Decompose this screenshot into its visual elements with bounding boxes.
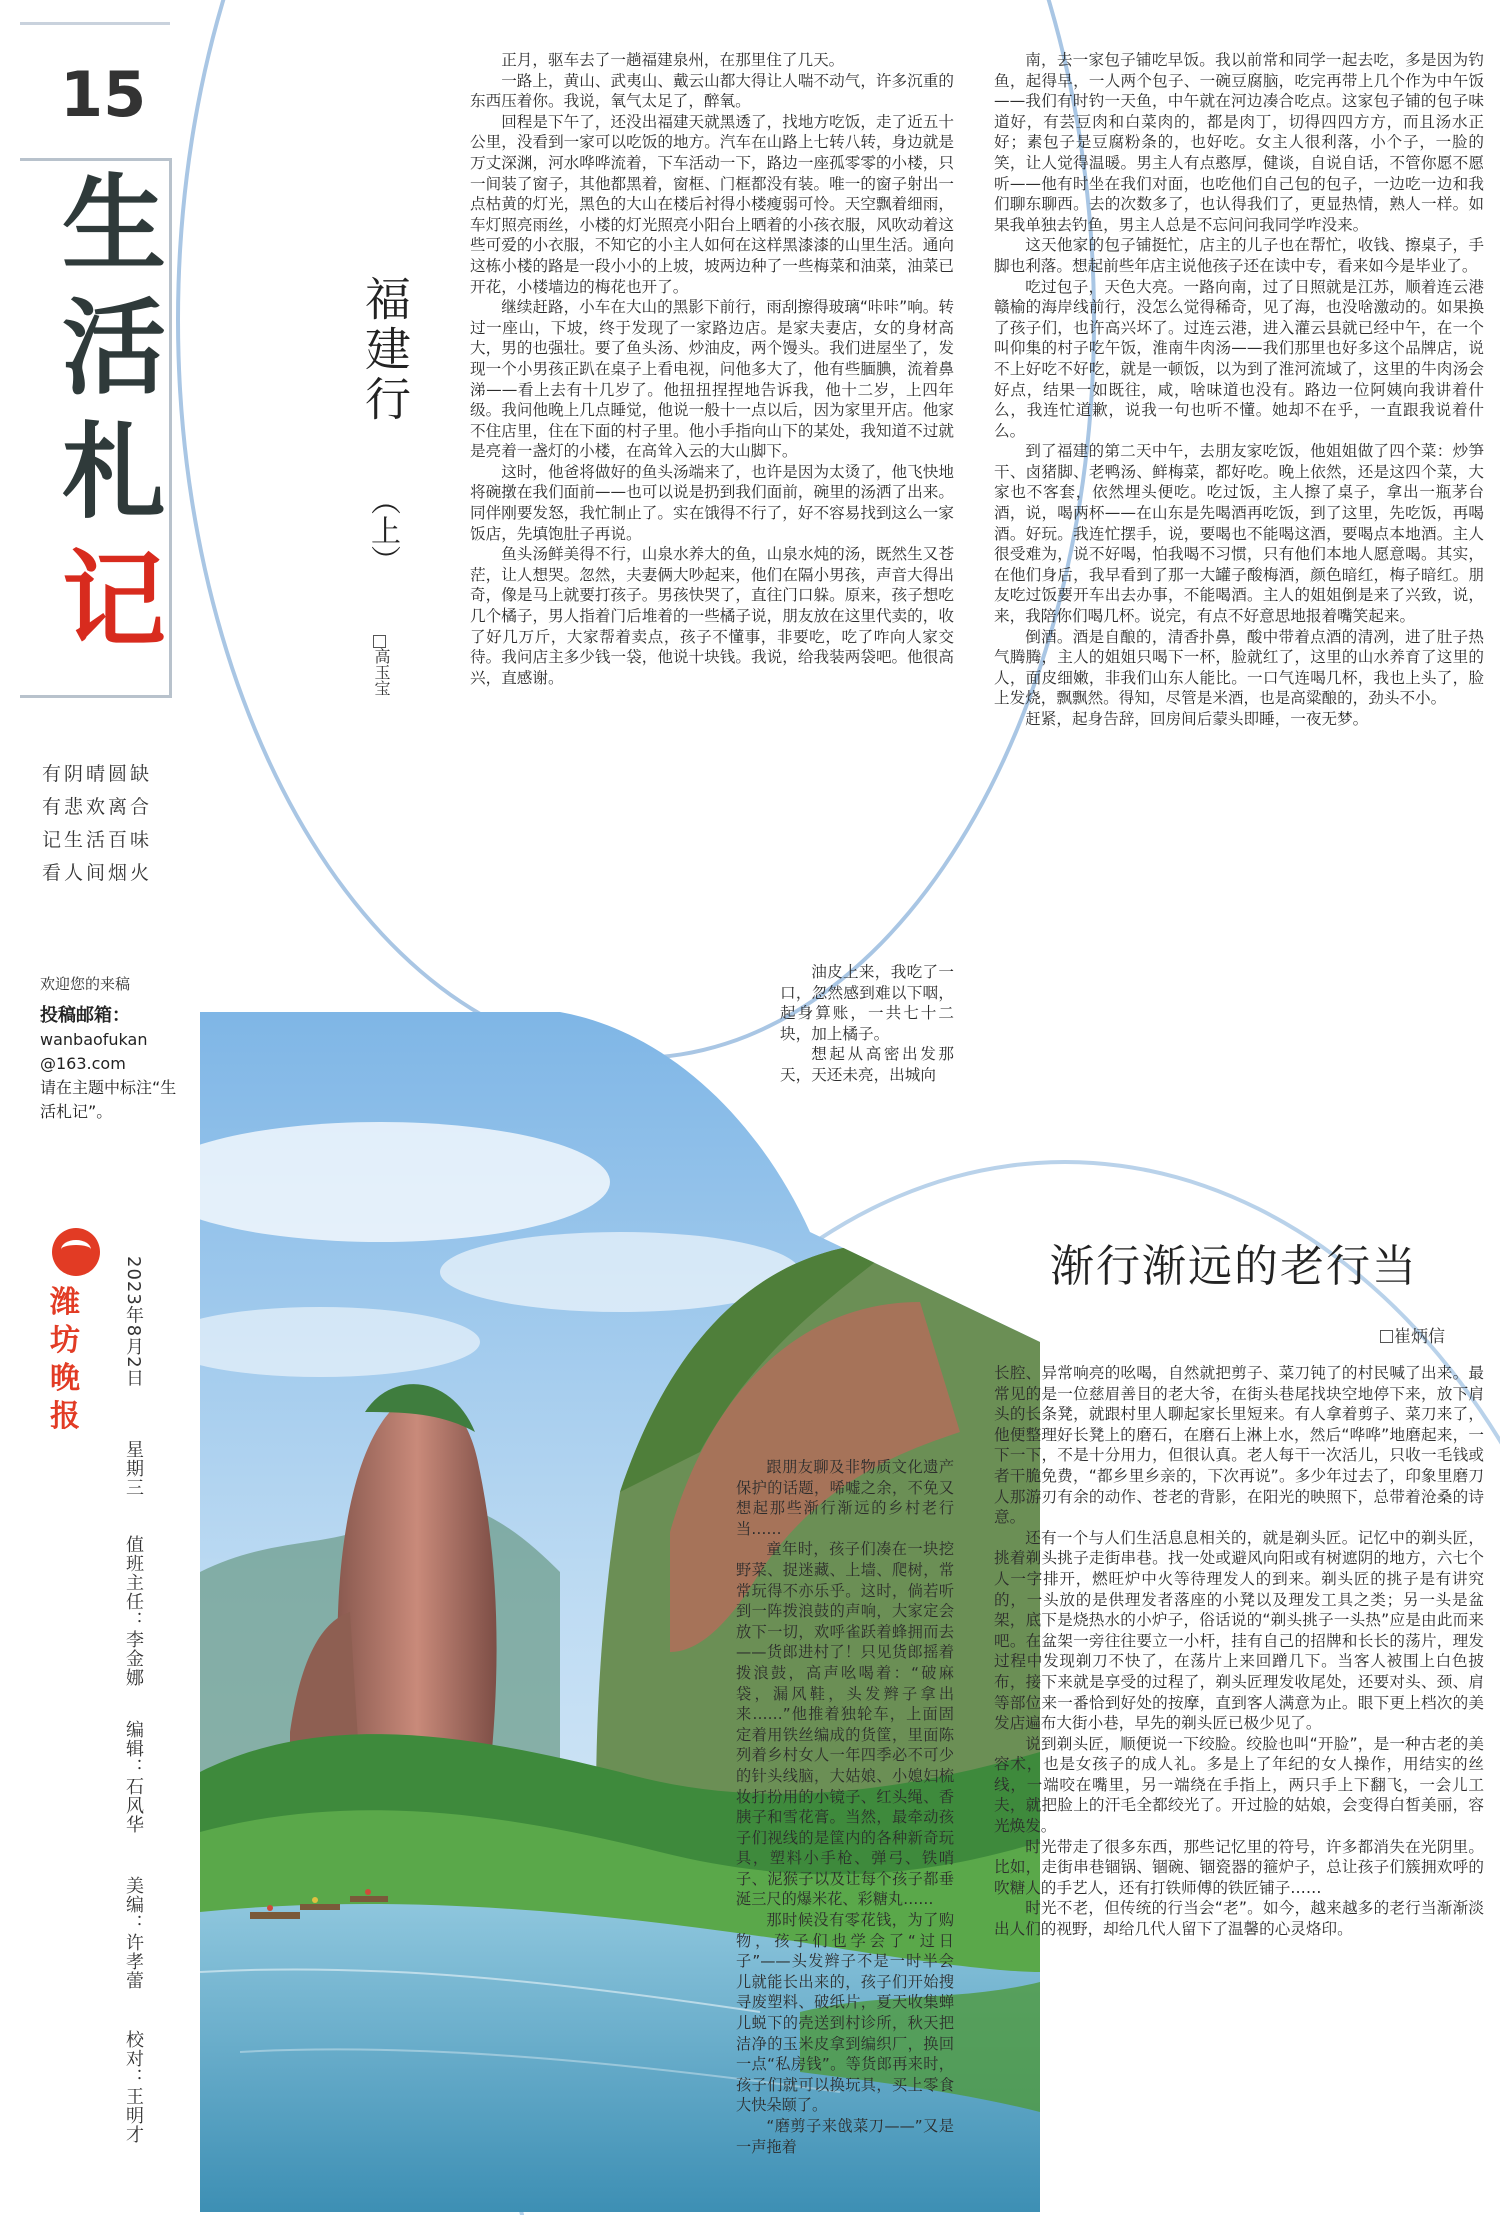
credit-editor: 编辑：石风华 (123, 1720, 144, 1834)
motto-line: 有悲欢离合 (42, 796, 153, 818)
submission-info (40, 972, 178, 1124)
section-title-char-3: 札 (62, 410, 167, 533)
submission-email-line2: @163.com (40, 1054, 126, 1073)
submission-label: 投稿邮箱： (40, 1005, 130, 1026)
submission-email-line1: wanbaofukan (40, 1030, 148, 1049)
article-paragraph: 南，去一家包子铺吃早饭。我以前常和同学一起去吃，多是因为钓鱼，起得早，一人两个包子、一碗豆腐脑，吃完再带上几个作为中午饭——我们有时钓一天鱼，中午就在河边凑合吃点。这家包子铺的包子味道好，有芸豆肉和白菜肉的，都是肉丁，切得四四方方，而且汤水正好；素包子是豆腐粉条的，也好吃。女主人很利落，小个子，一脸的笑，让人觉得温暖。男主人有点憨厚，健谈，自说自话，不管你愿不愿听——他有时坐在我们对面，也吃他们自己包的包子，一边吃一边和我们聊东聊西。去的次数多了，也认得我们了，更显热情，熟人一样。如果我单独去钓鱼，男主人总是不忘问问我同学咋没来。 (994, 51, 1484, 234)
article-paragraph: 那时候没有零花钱，为了购物，孩子们也学会了“过日子”——头发辫子不是一时半会儿就能长出来的，孩子们开始搜寻废塑料、破纸片，夏天收集蝉儿蜕下的壳送到村诊所，秋天把洁净的玉米皮拿到编织厂，换回一点“私房钱”。等货郎再来时，孩子们就可以换玩具，买上零食大快朵颐了。 (736, 1911, 954, 2115)
article-paragraph: “磨剪子来戗菜刀——”又是一声拖着 (736, 2117, 954, 2156)
article-paragraph: 赶紧，起身告辞，回房间后蒙头即睡，一夜无梦。 (1025, 710, 1369, 728)
article-paragraph: 童年时，孩子们凑在一块挖野菜、捉迷藏、上墙、爬树，常常玩得不亦乐乎。这时，倘若听到一阵拨浪鼓的声响，大家定会放下一切，欢呼雀跃着蜂拥而去——货郎进村了！只见货郎摇着拨浪鼓，高声吆喝着：“破麻袋，漏风鞋，头发辫子拿出来……”他推着独轮车，上面固定着用铁丝编成的货筐，里面陈列着乡村女人一年四季必不可少的针头线脑，大姑娘、小媳妇梳妆打扮用的小镜子、红头绳、香胰子和雪花膏。当然，最牵动孩子们视线的是筐内的各种新奇玩具，塑料小手枪、弹弓、铁哨子、泥猴子以及让每个孩子都垂涎三尺的爆米花、彩糖丸…… (736, 1540, 954, 1909)
article-paragraph: 油皮上来，我吃了一口，忽然感到难以下咽，起身算账，一共七十二块，加上橘子。 (780, 963, 954, 1043)
newspaper-name: 潍坊晚报 (50, 1285, 80, 1434)
issue-weekday: 星期三 (123, 1440, 144, 1497)
credit-art: 美编：许孝蕾 (123, 1876, 144, 1990)
article1-subtitle: （上） (365, 485, 400, 575)
article-paragraph: 这天他家的包子铺挺忙，店主的儿子也在帮忙，收钱、擦桌子，手脚也利落。想起前些年店主说他孩子还在读中专，看来如今是毕业了。 (994, 236, 1484, 275)
article-paragraph: 时光不老，但传统的行当会“老”。如今，越来越多的老行当渐渐淡出人们的视野，却给几代人留下了温馨的心灵烙印。 (994, 1899, 1484, 1939)
article-paragraph: 鱼头汤鲜美得不行，山泉水养大的鱼，山泉水炖的汤，既然生又苍茫，让人想哭。忽然，夫妻俩大吵起来，他们在隔小男孩，声音大得出奇，像是马上就要打孩子。男孩快哭了，直往门口躲。原来，孩子想吃几个橘子，男人指着门后堆着的一些橘子说，朋友放在这里代卖的，收了好几万斤，大家帮着卖点，孩子不懂事，非要吃，吃了咋向人家交待。我问店主多少钱一袋，他说十块钱。我说，给我装两袋吧。他很高兴，直感谢。 (470, 545, 954, 687)
article-paragraph: 吃过包子，天色大亮。一路向南，过了日照就是江苏，顺着连云港赣榆的海岸线前行，没怎么觉得稀奇，见了海，也没啥激动的。如果换了孩子们，也许高兴坏了。过连云港，进入灌云县就已经中午，在一个叫仰集的村子吃午饭，淮南牛肉汤——我们那里也好多这个品牌店，说不上好吃不好吃，就是一顿饭，以为到了淮河流域了，这里的牛肉汤会好点，结果一如既往，咸，啥味道也没有。路边一位阿姨向我讲着什么，我连忙道歉，说我一句也听不懂。她却不在乎，一直跟我说着什么。 (994, 277, 1484, 440)
section-title-char-4: 记 (62, 538, 167, 661)
article1-column-1-tail (780, 962, 954, 1086)
top-rule (20, 22, 170, 25)
section-title-char-2: 活 (62, 286, 167, 409)
motto-line: 看人间烟火 (42, 862, 153, 884)
issue-date: 2023年8月2日 (123, 1256, 144, 1388)
motto-line: 有阴晴圆缺 (42, 763, 153, 785)
article-paragraph: 时光带走了很多东西，那些记忆里的符号，许多都消失在光阴里。比如，走街串巷锢锅、锢碗、锢瓷器的箍炉子，总让孩子们簇拥欢呼的吹糖人的手艺人，还有打铁师傅的铁匠铺子…… (994, 1837, 1484, 1897)
article1-byline: 高玉宝 (370, 635, 393, 735)
article-paragraph: 一路上，黄山、武夷山、戴云山都大得让人喘不动气，许多沉重的东西压着你。我说，氧气太足了，醉氧。 (470, 71, 954, 111)
article-paragraph: 倒酒。酒是自酿的，清香扑鼻，酸中带着点酒的清冽，进了肚子热气腾腾，主人的姐姐只喝下一杯，脸就红了，这里的山水养育了这里的人，面皮细嫩，非我们山东人能比。一口气连喝几杯，我也上头了，脸上发烧，飘飘然。得知，尽管是米酒，也是高粱酿的，劲头不小。 (994, 627, 1484, 708)
article2-column-2 (994, 1363, 1484, 1940)
article-paragraph: 想起从高密出发那天，天还未亮，出城向 (780, 1045, 954, 1084)
article1-title: 福建行 (358, 275, 412, 425)
submission-title: 欢迎您的来稿 (40, 975, 131, 993)
article-paragraph: 这时，他爸将做好的鱼头汤端来了，也许是因为太烫了，他飞快地将碗撴在我们面前——也可以说是扔到我们面前，碗里的汤洒了出来。同伴刚要发怒，我忙制止了。实在饿得不行了，好不容易找到这么一家饭店，先填饱肚子再说。 (470, 462, 954, 543)
article2-title: 渐行渐远的老行当 (1050, 1241, 1418, 1292)
credit-duty: 值班主任：李金娜 (123, 1535, 144, 1687)
byline-box-icon (1380, 1330, 1393, 1343)
article-paragraph: 正月，驱车去了一趟福建泉州，在那里住了几天。 (501, 51, 845, 69)
submission-note: 请在主题中标注“生活札记”。 (40, 1078, 177, 1121)
article-paragraph: 还有一个与人们生活息息相关的，就是剃头匠。记忆中的剃头匠，挑着剃头挑子走街串巷。找一处或避风向阳或有树遮阴的地方，六七个人一字排开，燃旺炉中火等待理发人的到来。剃头匠的挑子是有讲究的，一头放的是供理发者落座的小凳以及理发工具之类；另一头是盆架，底下是烧热水的小炉子，俗话说的“剃头挑子一头热”应是由此而来吧。在盆架一旁往往要立一小杆，挂有自己的招牌和长长的荡片，理发过程中发现剃刀不快了，在荡片上来回蹭几下。当客人被围上白色披布，接下来就是享受的过程了，剃头匠理发收尾处，还要对头、颈、肩等部位来一番恰到好处的按摩，直到客人满意为止。眼下更上档次的美发店遍布大街小巷，早先的剃头匠已极少见了。 (994, 1528, 1484, 1733)
page-number: 15 (60, 58, 147, 131)
article1-column-1 (470, 50, 954, 688)
article1-column-2 (994, 50, 1484, 730)
byline-box-icon (373, 635, 386, 648)
section-motto (42, 758, 172, 890)
article2-byline: 崔炳信 (1380, 1322, 1445, 1347)
article-paragraph: 跟朋友聊及非物质文化遗产保护的话题，唏嘘之余，不免又想起那些渐行渐远的乡村老行当…… (736, 1458, 954, 1538)
newspaper-logo-icon (52, 1228, 100, 1276)
article-paragraph: 长腔、异常响亮的吆喝，自然就把剪子、菜刀钝了的村民喊了出来。最常见的是一位慈眉善目的老大爷，在街头巷尾找块空地停下来，放下肩头的长条凳，就跟村里人聊起家长里短来。有人拿着剪子、菜刀来了，他便整理好长凳上的磨石，在磨石上淋上水，然后“哗哗”地磨起来，一下一下，不是十分用力，但很认真。老人每干一次活儿，只收一毛钱或者干脆免费，“都乡里乡亲的，下次再说”。多少年过去了，印象里磨刀人那游刃有余的动作、苍老的背影，在阳光的映照下，总带着沧桑的诗意。 (994, 1364, 1484, 1527)
article2-column-1 (736, 1457, 954, 2157)
article-paragraph: 继续赶路，小车在大山的黑影下前行，雨刮擦得玻璃“咔咔”响。转过一座山，下坡，终于发现了一家路边店。是家夫妻店，女的身材高大，男的也强壮。要了鱼头汤、炒油皮，两个馒头。我们进屋坐了，发现一个小男孩正趴在桌子上看电视，问他多大了，他有些腼腆，流着鼻涕——看上去有十几岁了。他扭扭捏捏地告诉我，他十二岁，上四年级。我问他晚上几点睡觉，他说一般十一点以后，因为家里开店。他家不住店里，住在下面的村子里。他小手指向山下的某处，我知道不过就是亮着一盏灯的小楼，在高耸入云的大山脚下。 (470, 298, 954, 461)
motto-line: 记生活百味 (42, 829, 153, 851)
article-paragraph: 回程是下午了，还没出福建天就黑透了，找地方吃饭，走了近五十公里，没看到一家可以吃饭的地方。汽车在山路上七转八转，身边就是万丈深渊，河水哗哗流着，下车活动一下，路边一座孤零零的小楼，只一间装了窗子，其他都黑着，窗框、门框都没有装。唯一的窗子射出一点枯黄的灯光，黑色的大山在楼后衬得小楼瘦弱可怜。天空飘着细雨，车灯照亮雨丝，小楼的灯光照亮小阳台上晒着的小孩衣服，风吹动着这些可爱的小衣服，不知它的小主人如何在这样黑漆漆的山里生活。通向这栋小楼的路是一段小小的上坡，坡两边种了一些梅菜和油菜，油菜已开花，小楼墙边的梅花也开了。 (470, 112, 954, 296)
article-paragraph: 到了福建的第二天中午，去朋友家吃饭，他姐姐做了四个菜：炒笋干、卤猪脚、老鸭汤、鲜梅菜，都好吃。晚上依然，还是这四个菜，大家也不客套，依然埋头便吃。吃过饭，主人擦了桌子，拿出一瓶茅台酒，说，喝两杯——在山东是先喝酒再吃饭，到了这里，先吃饭，再喝酒。好玩。我连忙摆手，说，要喝也不能喝这酒，要喝点本地酒。主人很受难为，说不好喝，怕我喝不习惯，只有他们本地人愿意喝。其实，在他们身后，我早看到了那一大罐子酸梅酒，颜色暗红，梅子暗红。朋友吃过饭要开车出去办事，不能喝酒。主人的姐姐倒是来了兴致，说，来，我陪你们喝几杯。说完，有点不好意思地报着嘴笑起来。 (994, 442, 1484, 626)
credit-proof: 校对：王明才 (123, 2030, 144, 2144)
section-title-char-1: 生 (62, 162, 167, 285)
article-paragraph: 说到剃头匠，顺便说一下绞脸。绞脸也叫“开脸”，是一种古老的美容术，也是女孩子的成人礼。多是上了年纪的女人操作，用结实的丝线，一端咬在嘴里，另一端绕在手指上，两只手上下翻飞，一会儿工夫，就把脸上的汗毛全都绞光了。开过脸的姑娘，会变得白皙美丽，容光焕发。 (994, 1734, 1484, 1836)
